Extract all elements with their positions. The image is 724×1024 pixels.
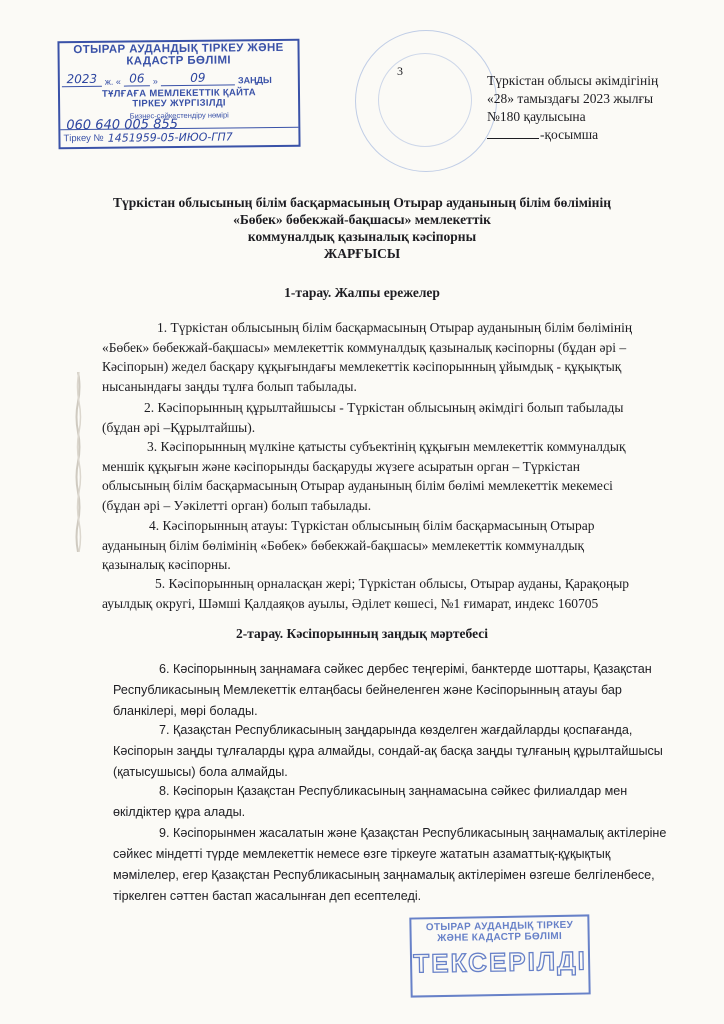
stamp-bin-label: Бизнес-сәйкестендіру нөмірі bbox=[129, 110, 229, 121]
checked-stamp bbox=[409, 914, 590, 997]
p1-line2: «Бөбек» бөбекжай-бақшасы» мемлекеттік коммуналдық қазыналық кәсіпорны (бұдан әрі – bbox=[102, 339, 627, 355]
stamp-reg-line2: ТІРКЕУ ЖҮРГІЗІЛДІ bbox=[132, 97, 226, 110]
p4-line3: қазыналық кәсіпорны. bbox=[102, 557, 231, 573]
checked-stamp-line3: ТЕКСЕРІЛДІ bbox=[413, 945, 588, 979]
registration-stamp bbox=[57, 39, 300, 150]
stamp-bin-number: 060 640 005 855 bbox=[66, 117, 179, 134]
p3-line3: облысының білім басқармасының Отырар ауданының білім бөлімі мемлекеттік мекемесі bbox=[102, 478, 613, 494]
stamp-quote: » bbox=[152, 76, 158, 87]
p7-line1: 7. Қазақстан Республикасының заңдарында көзделген жағдайларды қоспағанда, bbox=[159, 723, 633, 737]
binding-thread bbox=[73, 372, 83, 552]
title-line3: коммуналдық қазыналық кәсіпорны bbox=[247, 229, 477, 244]
stamp-tirkeu-label: Тіркеу № bbox=[63, 132, 104, 145]
p5-line2: ауылдық округі, Шәмші Қалдаяқов ауылы, Әділет көшесі, №1 ғимарат, индекс 160705 bbox=[102, 595, 599, 611]
p8-line1: 8. Кәсіпорын Қазақстан Республикасының заңнамасына сәйкес филиалдар мен bbox=[159, 784, 628, 798]
stamp-date-row bbox=[62, 71, 296, 87]
p4-line1: 4. Кәсіпорынның атауы: Түркістан облысының білім басқармасының Отырар bbox=[149, 518, 595, 533]
page-number: 3 bbox=[397, 64, 403, 78]
stamp-registration-number-row bbox=[60, 127, 298, 147]
stamp-year-label: ж. « bbox=[104, 76, 121, 87]
paragraph-1 bbox=[102, 318, 663, 396]
p2-line2: (бұдан әрі –Құрылтайшы). bbox=[102, 419, 256, 435]
paragraph-4 bbox=[102, 516, 663, 575]
paragraph-2 bbox=[102, 398, 663, 437]
header-line1: Түркістан облысы әкімдігінің bbox=[487, 73, 659, 88]
p1-line4: нысанындағы заңды тұлға болып табылады. bbox=[102, 378, 357, 394]
header-line4 bbox=[487, 126, 658, 144]
section1-heading: 1-тарау. Жалпы ережелер bbox=[284, 285, 440, 300]
header-line2: «28» тамыздағы 2023 жылғы bbox=[487, 91, 654, 106]
stamp-title bbox=[59, 41, 297, 68]
stamp-zandy-label: ЗАҢДЫ bbox=[237, 75, 272, 86]
paragraph-9 bbox=[113, 823, 673, 907]
checked-stamp-line2: ЖӘНЕ КАДАСТР БӨЛІМІ bbox=[437, 930, 563, 945]
paragraph-7 bbox=[113, 720, 673, 783]
title-line4: ЖАРҒЫСЫ bbox=[323, 246, 401, 261]
p6-line2: Республикасының Мемлекеттік елтаңбасы бейнеленген және Кәсіпорынның атауы бар bbox=[113, 683, 622, 697]
paragraph-3 bbox=[102, 437, 663, 515]
p9-line3: мәмілелер, егер Қазақстан Республикасының заңнамалық актілерімен өзгеше белгіленбесе, bbox=[113, 868, 655, 882]
p1-line3: Кәсіпорын) жедел басқару құқығындағы мемлекеттік кәсіпорынның ұйымдық - құқықтық bbox=[102, 359, 622, 375]
header-line3: №180 қаулысына bbox=[487, 109, 586, 124]
paragraph-8 bbox=[113, 781, 673, 823]
p5-line1: 5. Кәсіпорынның орналасқан жері; Түркістан облысы, Отырар ауданы, Қарақоңыр bbox=[155, 576, 630, 591]
stamp-reg-line1: ТҰЛҒАҒА МЕМЛЕКЕТТІК ҚАЙТА bbox=[101, 87, 257, 100]
p9-line1: 9. Кәсіпорынмен жасалатын және Қазақстан Республикасының заңнамалық актілеріне bbox=[159, 826, 667, 840]
p3-line1: 3. Кәсіпорынның мүлкіне қатысты субъектінің құқығын мемлекеттік коммуналдық bbox=[147, 439, 626, 454]
paragraph-5 bbox=[102, 574, 663, 613]
p4-line2: ауданының білім бөлімінің «Бөбек» бөбекжай-бақшасы» мемлекеттік коммуналдық bbox=[102, 537, 585, 553]
p9-line4: тіркелген сәттен бастап жасалынған деп есептеледі. bbox=[113, 889, 422, 903]
stamp-year: 2023 bbox=[62, 72, 102, 87]
header-line4-text: -қосымша bbox=[540, 127, 599, 142]
section2-heading: 2-тарау. Кәсіпорынның заңдық мәртебесі bbox=[236, 626, 488, 641]
p9-line2: сәйкес міндетті түрде мемлекеттік немесе өзге тіркеуге жататын азаматтық-құқықтық bbox=[113, 847, 611, 861]
checked-stamp-line1: ОТЫРАР АУДАНДЫҚ ТІРКЕУ bbox=[425, 919, 574, 934]
p6-line3: бланкілері, мөрі болады. bbox=[113, 704, 258, 718]
p8-line2: өкілдіктер құра алады. bbox=[113, 805, 246, 819]
stamp-month: 09 bbox=[161, 70, 235, 86]
title-line2: «Бөбек» бөбекжай-бақшасы» мемлекеттік bbox=[233, 212, 491, 227]
stamp-title-line2: КАДАСТР БӨЛІМІ bbox=[126, 54, 232, 68]
round-seal bbox=[355, 30, 497, 172]
title-line1: Түркістан облысының білім басқармасының Отырар ауданының білім бөлімінің bbox=[113, 195, 611, 210]
round-seal-inner bbox=[378, 53, 472, 147]
p1-line1: 1. Түркістан облысының білім басқармасының Отырар ауданының білім бөлімінің bbox=[157, 320, 633, 335]
p3-line2: меншік құқығын және кәсіпорынды басқаруды жүзеге асыратын орган – Түркістан bbox=[102, 458, 580, 474]
stamp-day: 06 bbox=[124, 71, 150, 86]
p6-line1: 6. Кәсіпорынның заңнамаға сәйкес дербес теңгерімі, банктерде шоттары, Қазақстан bbox=[159, 662, 652, 676]
stamp-title-line1: ОТЫРАР АУДАНДЫҚ ТІРКЕУ ЖӘНЕ bbox=[73, 41, 284, 57]
stamp-tirkeu-number: 1451959-05-ИЮО-ГП7 bbox=[107, 130, 233, 145]
p2-line1: 2. Кәсіпорынның құрылтайшысы - Түркістан облысының әкімдігі болып табылады bbox=[144, 400, 624, 415]
document-title bbox=[0, 194, 724, 262]
signature-line bbox=[487, 138, 539, 139]
p7-line3: (қатысушысы) бола алмайды. bbox=[113, 765, 288, 779]
appendix-header bbox=[487, 72, 658, 144]
p3-line4: (бұдан әрі – Уәкілетті орган) болып табылады. bbox=[102, 497, 372, 513]
stamp-registration-text bbox=[60, 88, 298, 110]
p7-line2: Кәсіпорын заңды тұлғаларды құра алмайды, сондай-ақ басқа заңды тұлғаның құрылтайшысы bbox=[113, 744, 663, 758]
paragraph-6 bbox=[113, 659, 673, 722]
